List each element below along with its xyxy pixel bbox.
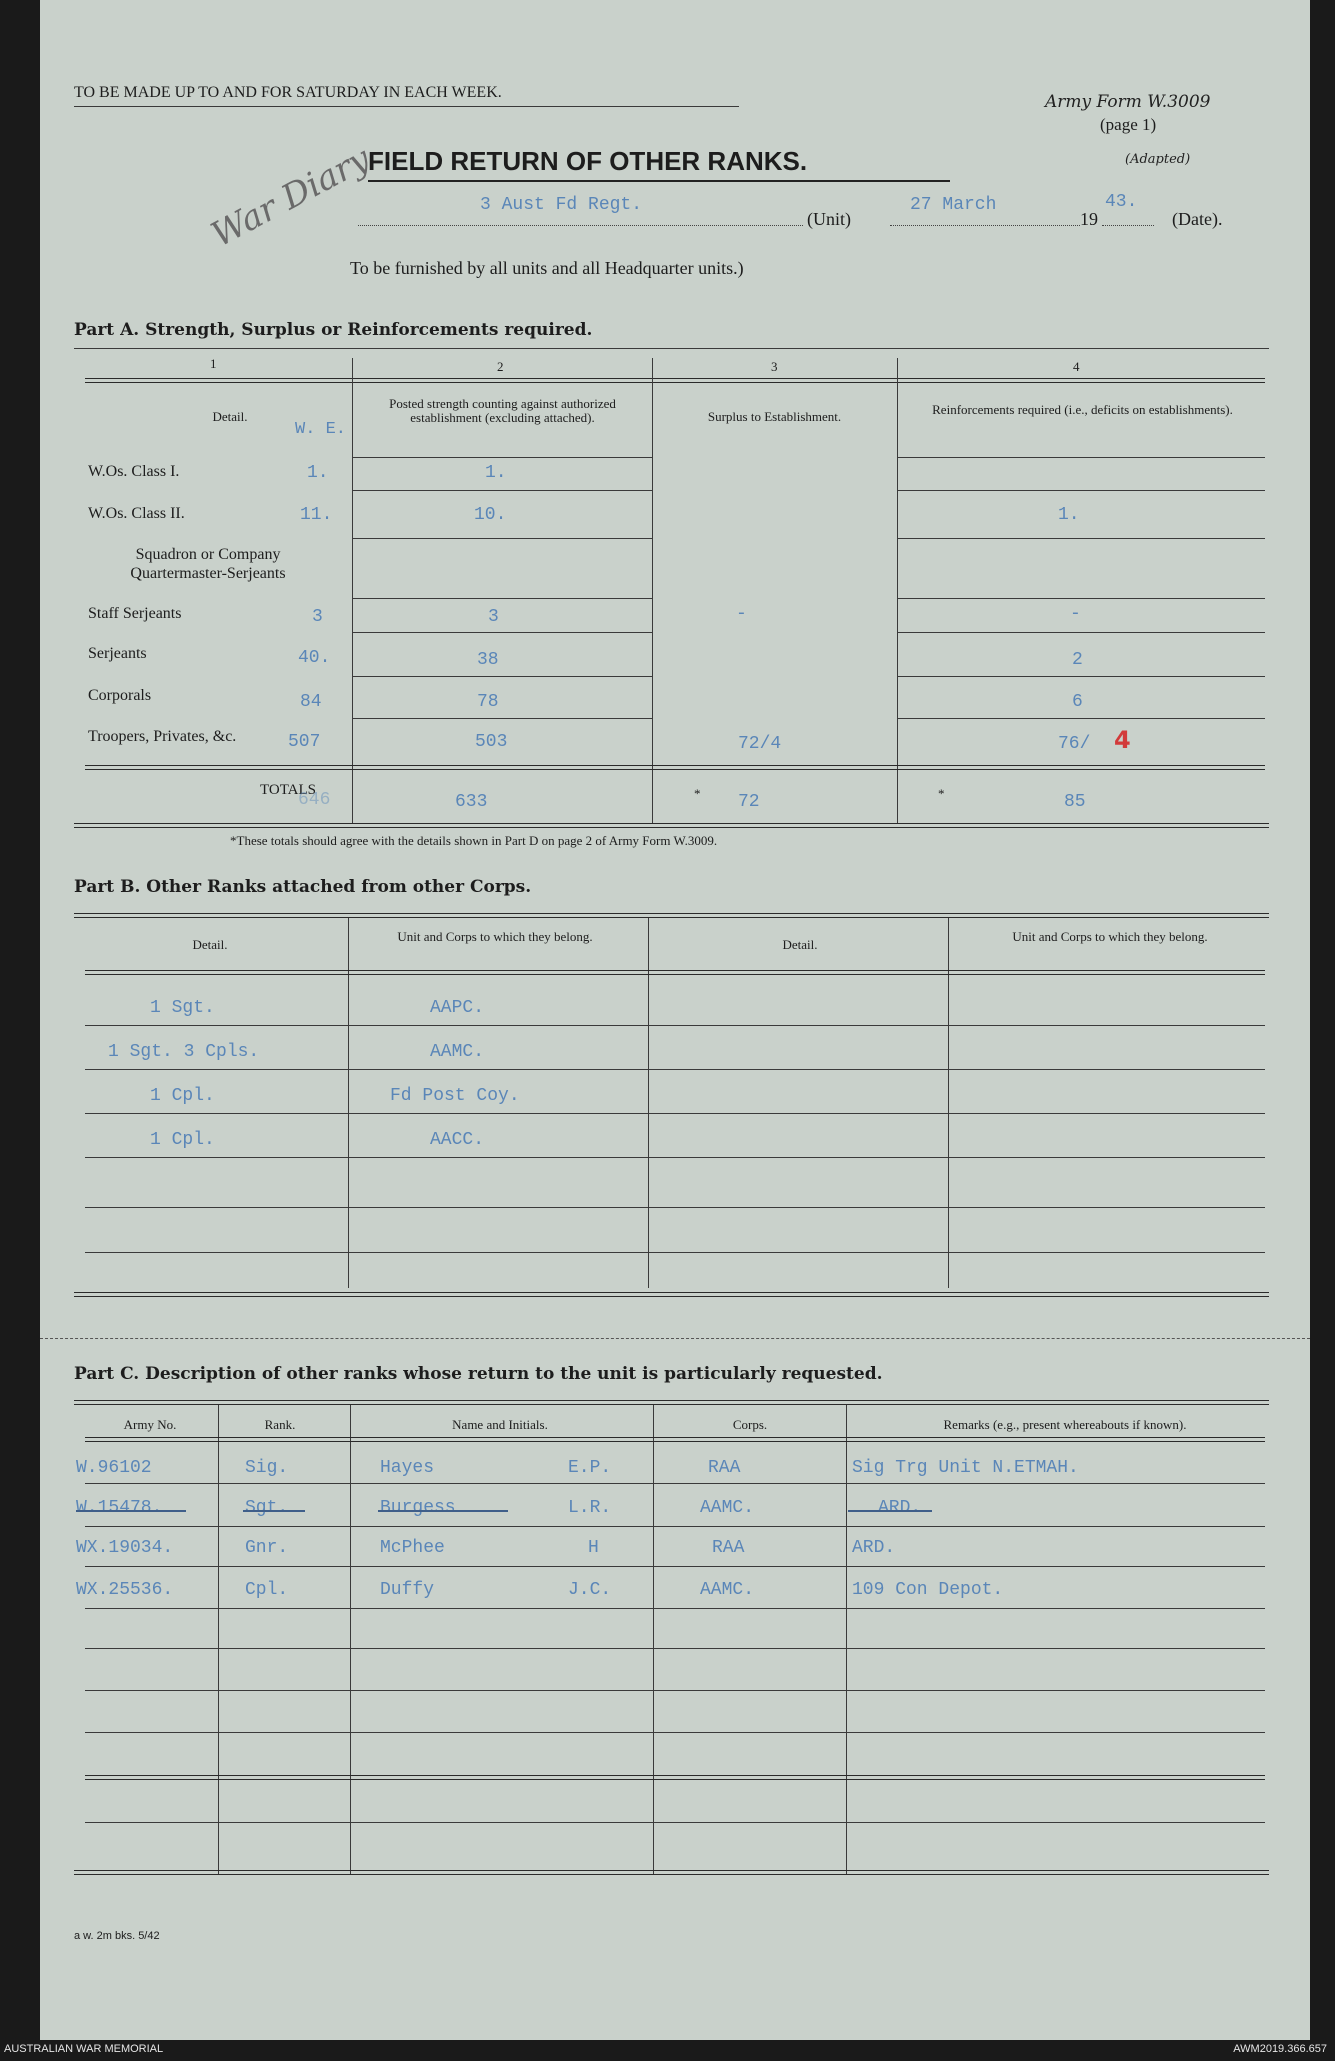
- part-a-title: Part A. Strength, Surplus or Reinforcements required.: [74, 320, 593, 340]
- footer-accession: AWM2019.366.657: [1233, 2043, 1327, 2055]
- page-number: (page 1): [1100, 115, 1157, 134]
- row-label-troopers: Troopers, Privates, &c.: [88, 728, 237, 745]
- we-header: W. E.: [295, 420, 347, 439]
- c-header-name: Name and Initials.: [452, 1417, 548, 1432]
- reinf-troopers-red: 4: [1114, 726, 1131, 754]
- reinf-cpl: 6: [1072, 692, 1083, 712]
- totals-surplus: 72: [738, 792, 760, 812]
- instruction-text: TO BE MADE UP TO AND FOR SATURDAY IN EACH WEEK.: [74, 84, 502, 101]
- totals-we: 646: [298, 790, 331, 810]
- b-row-detail: 1 Sgt. 3 Cpls.: [108, 1042, 260, 1062]
- we-cpl: 84: [300, 692, 322, 712]
- war-diary-handwriting: War Diary: [205, 138, 377, 256]
- c-row-initials: E.P.: [568, 1458, 612, 1478]
- we-troopers: 507: [288, 732, 321, 752]
- form-sheet: [40, 0, 1310, 2040]
- c-row-army-no: W.96102: [76, 1458, 152, 1478]
- c-row-rank: Sig.: [245, 1458, 289, 1478]
- c-row-corps: AAMC.: [700, 1498, 755, 1518]
- b-header-unit-2: Unit and Corps to which they belong.: [1012, 929, 1208, 944]
- totals-posted: 633: [455, 792, 488, 812]
- col-number-2: 2: [497, 359, 504, 374]
- unit-value: 3 Aust Fd Regt.: [480, 195, 643, 215]
- totals-reinf: 85: [1064, 792, 1086, 812]
- c-row-initials: H: [588, 1538, 599, 1558]
- row-label-wo2: W.Os. Class II.: [88, 505, 185, 522]
- col-number-1: 1: [210, 356, 217, 371]
- c-row-initials: J.C.: [568, 1580, 612, 1600]
- c-row-name: Hayes: [380, 1458, 435, 1478]
- row-label-wo1: W.Os. Class I.: [88, 463, 180, 480]
- we-wo2: 11.: [300, 505, 333, 525]
- b-row-unit: Fd Post Coy.: [390, 1086, 520, 1106]
- print-code: a w. 2m bks. 5/42: [74, 1930, 160, 1942]
- c-row-rank: Sgt.: [245, 1498, 289, 1518]
- b-row-unit: AACC.: [430, 1130, 485, 1150]
- footer-institution: AUSTRALIAN WAR MEMORIAL: [4, 2043, 164, 2055]
- col-number-3: 3: [771, 359, 778, 374]
- c-header-corps: Corps.: [732, 1417, 768, 1432]
- c-row-remarks: ARD.: [878, 1498, 922, 1518]
- b-row-unit: AAMC.: [430, 1042, 485, 1062]
- b-row-unit: AAPC.: [430, 998, 485, 1018]
- col-header-detail: Detail.: [212, 409, 248, 424]
- we-wo1: 1.: [307, 463, 329, 483]
- date-value: 27 March: [910, 195, 997, 215]
- c-row-name: Burgess: [380, 1498, 456, 1518]
- surplus-staff-sgt: -: [736, 604, 747, 624]
- furnish-note: To be furnished by all units and all Headquarter units.): [350, 258, 744, 278]
- part-c-title: Part C. Description of other ranks whose return to the unit is particularly requested.: [74, 1364, 883, 1384]
- reinf-staff-sgt: -: [1070, 604, 1081, 624]
- c-row-remarks: Sig Trg Unit N.ETMAH.: [852, 1458, 1079, 1478]
- b-header-detail-2: Detail.: [782, 937, 818, 952]
- strike-line: [76, 1510, 186, 1512]
- adapted-note: (Adapted): [1125, 152, 1191, 167]
- posted-cpl: 78: [477, 692, 499, 712]
- year-value: 43.: [1105, 192, 1138, 212]
- c-header-army-no: Army No.: [123, 1417, 177, 1432]
- totals-asterisk-reinf: *: [938, 786, 945, 801]
- c-row-name: Duffy: [380, 1580, 435, 1600]
- row-label-staff-sgt: Staff Serjeants: [88, 605, 182, 622]
- c-row-army-no: WX.19034.: [76, 1538, 174, 1558]
- surplus-troopers: 72/4: [738, 734, 782, 754]
- col-number-4: 4: [1073, 359, 1080, 374]
- row-label-sgt: Serjeants: [88, 645, 147, 662]
- date-label: (Date).: [1172, 209, 1223, 229]
- row-label-cpl: Corporals: [88, 687, 152, 704]
- b-header-unit-1: Unit and Corps to which they belong.: [397, 929, 593, 944]
- c-row-corps: AAMC.: [700, 1580, 755, 1600]
- part-b-title: Part B. Other Ranks attached from other Corps.: [74, 877, 532, 897]
- c-row-initials: L.R.: [568, 1498, 612, 1518]
- totals-note: *These totals should agree with the details shown in Part D on page 2 of Army Form W.3009.: [230, 833, 718, 848]
- c-row-corps: RAA: [712, 1538, 745, 1558]
- c-row-remarks: 109 Con Depot.: [852, 1580, 1004, 1600]
- c-row-army-no: W.15478.: [76, 1498, 163, 1518]
- col-header-reinforcements: Reinforcements required (i.e., deficits on establishments).: [932, 402, 1233, 417]
- unit-label: (Unit): [807, 209, 851, 229]
- col-header-posted: Posted strength counting against authorized establishment (excluding attached).: [389, 396, 616, 425]
- c-row-corps: RAA: [708, 1458, 741, 1478]
- row-label-cqms: Squadron or Company Quartermaster-Serjeants: [130, 546, 286, 582]
- reinf-sgt: 2: [1072, 650, 1083, 670]
- posted-wo2: 10.: [474, 505, 507, 525]
- c-row-remarks: ARD.: [852, 1538, 896, 1558]
- c-row-rank: Cpl.: [245, 1580, 289, 1600]
- form-number: Army Form W.3009: [1045, 92, 1211, 112]
- strike-line: [848, 1510, 932, 1512]
- c-row-name: McPhee: [380, 1538, 445, 1558]
- form-title: FIELD RETURN OF OTHER RANKS.: [368, 146, 808, 176]
- b-row-detail: 1 Sgt.: [150, 998, 215, 1018]
- b-header-detail-1: Detail.: [192, 937, 228, 952]
- c-row-rank: Gnr.: [245, 1538, 289, 1558]
- strike-line: [378, 1510, 508, 1512]
- c-header-rank: Rank.: [264, 1417, 296, 1432]
- totals-label: TOTALS: [260, 782, 317, 798]
- we-staff-sgt: 3: [312, 607, 323, 627]
- we-sgt: 40.: [298, 648, 331, 668]
- posted-wo1: 1.: [485, 463, 507, 483]
- reinf-wo2: 1.: [1058, 505, 1080, 525]
- b-row-detail: 1 Cpl.: [150, 1086, 215, 1106]
- posted-troopers: 503: [475, 732, 508, 752]
- strike-line: [243, 1510, 305, 1512]
- c-row-army-no: WX.25536.: [76, 1580, 174, 1600]
- c-header-remarks: Remarks (e.g., present whereabouts if known).: [943, 1417, 1187, 1432]
- b-row-detail: 1 Cpl.: [150, 1130, 215, 1150]
- posted-sgt: 38: [477, 650, 499, 670]
- totals-asterisk-surplus: *: [694, 786, 701, 801]
- posted-staff-sgt: 3: [488, 607, 499, 627]
- year-prefix: 19: [1080, 209, 1098, 229]
- col-header-surplus: Surplus to Establishment.: [707, 409, 842, 424]
- reinf-troopers: 76/: [1058, 734, 1091, 754]
